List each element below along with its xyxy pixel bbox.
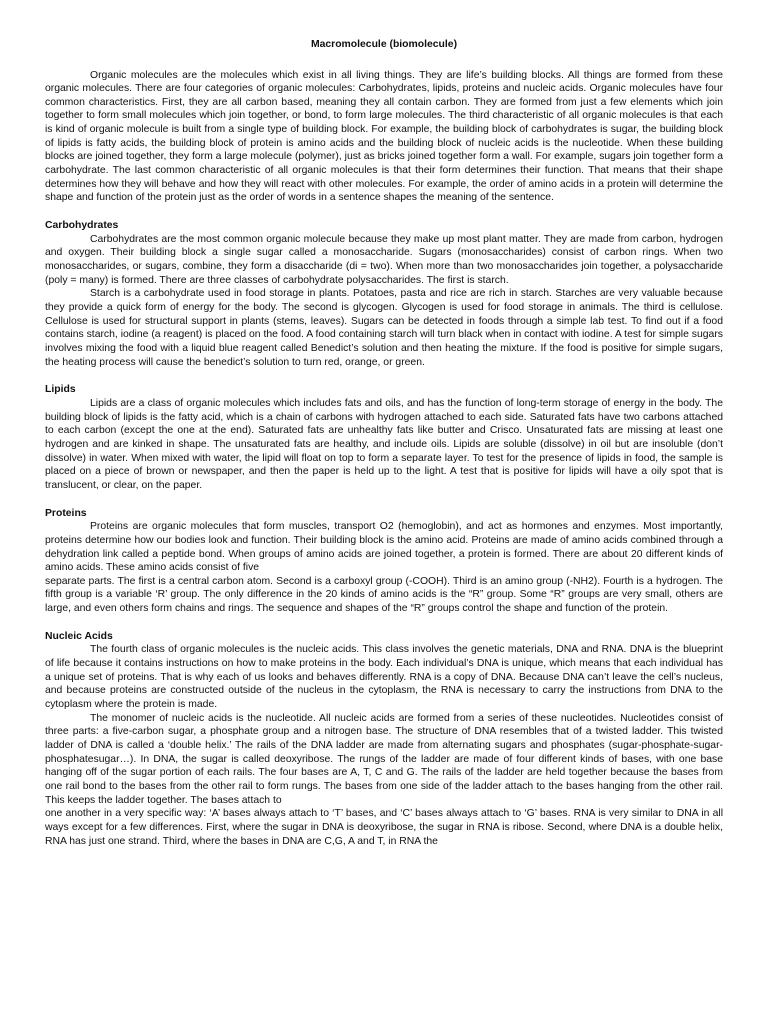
nucleic-acids-heading: Nucleic Acids (45, 630, 113, 642)
lipids-paragraph-1: Lipids are a class of organic molecules which includes fats and oils, and has the function of long-term storage of energy in the body. The building block of lipids is the fatty acid, which is a chain of carbons with hydrogen attached to each side. Saturated fats have two carbons attached to each carbon (except the one at the end). Saturated fats are unhealthy fats like butter and Crisco. Unsaturated fats are missing at least one hydrogen and are kinked in shape. The unsaturated fats are healthy, and include oils. Lipids are soluble (dissolve) in oil but are insoluble (don’t dissolve) in water. When mixed with water, the lipid will float on top to form a separate layer. To test for the presence of lipids in food, the sample is placed on a piece of brown or newspaper, and then the paper is held up to the light. A test that is positive for lipids will have a oily spot that is translucent, or clear, on the paper. (45, 397, 723, 491)
nucleic-acids-paragraph-2: The monomer of nucleic acids is the nucleotide. All nucleic acids are formed from a series of these nucleotides. Nucleotides consist of three parts: a five-carbon sugar, a phosphate group and a nitrogen base. The structure of DNA resembles that of a twisted ladder. This twisted ladder of DNA is called a ‘double helix.’ The rails of the DNA ladder are made from alternating sugars and phosphates (sugar-phosphate-sugar-phosphatesugar…). In DNA, the sugar is called deoxyribose. The rungs of the ladder are made of four different kinds of bases, with one base hanging off of the sugar portion of each rails. The four bases are A, T, C and G. The rails of the ladder are held together because the bases from one rail bond to the bases from the other rail to form rungs. The bases from one side of the ladder attach to the bases hanging from the other rail. This keeps the ladder together. The bases attach to (45, 712, 723, 806)
proteins-paragraph-2: separate parts. The first is a central carbon atom. Second is a carboxyl group (-COOH). Third is an amino group (-NH2). Fourth is a hydrogen. The fifth group is a variable ‘R’ group. The only difference in the 20 kinds of amino acids is the “R” group. Some “R” groups are very small, others are large, and even others form chains and rings. The sequence and shapes of the “R” groups control the shape and function of the protein. (45, 575, 723, 615)
carbohydrates-paragraph-2: Starch is a carbohydrate used in food storage in plants. Potatoes, pasta and rice are rich in starch. Starches are very valuable because they provide a quick form of energy for the body. The second is glycogen. Glycogen is used for food storage in animals. The third is cellulose. Cellulose is used for structural support in plants (stems, leaves). Sugars can be detected in foods through a simple lab test. To find out if a food contains starch, iodine (a reagent) is placed on the food. A food containing starch will turn black when in contact with iodine. A test for simple sugars involves mixing the food with a liquid blue reagent called Benedict’s solution and then heating the mixture. If the food is positive for simple sugars, the heating process will cause the benedict’s solution to turn red, orange, or green. (45, 288, 723, 368)
proteins-heading: Proteins (45, 507, 87, 519)
carbohydrates-heading: Carbohydrates (45, 220, 119, 232)
carbohydrates-paragraph-1: Carbohydrates are the most common organic molecule because they make up most plant matter. They are made from carbon, hydrogen and oxygen. Their building block a single sugar called a monosaccharide. Sugars (monosaccharides) consist of carbon rings. When two monosaccharides, or sugars, combine, they form a disaccharide (di = two). When more than two monosaccharides join together, a polysaccharide (poly = many) is formed. There are three classes of carbohydrate polysaccharides. The first is starch. (45, 233, 723, 286)
document-title: Macromolecule (biomolecule) (310, 39, 458, 50)
intro-paragraph: Organic molecules are the molecules which exist in all living things. They are life’s building blocks. All things are formed from these organic molecules. There are four categories of organic molecules: Carbohydrates, lipids, proteins and nucleic acids. Organic molecules have four common characteristics. First, they are all carbon based, meaning they all contain carbon. They are formed from just a few elements which join together to form small molecules which join together, or bond, to form large molecules. The third characteristic of all organic molecules is that each is kind of organic molecule is built from a single type of building block. For example, the building block of carbohydrates is sugar, the building block of lipids is fatty acids, the building block of protein is amino acids and the building block of nucleic acids is the nucleotide. When these building blocks are joined together, they form a large molecule (polymer), just as bricks joined together form a wall. For example, sugars join together form a carbohydrate. The last common characteristic of all organic molecules is that their form determines their function. That means that their shape determines how they will behave and how they will react with other molecules. For example, the order of amino acids in a protein will determine the shape and function of the protein just as the order of words in a sentence shapes the meaning of the sentence. (45, 69, 723, 204)
nucleic-acids-paragraph-1: The fourth class of organic molecules is the nucleic acids. This class involves the genetic materials, DNA and RNA. DNA is the blueprint of life because it contains instructions on how to make proteins in the body. Each individual’s DNA is unique, which means that each individual has a unique set of proteins. That is why each of us looks and behaves differently. RNA is a copy of DNA. Because DNA can’t leave the cell’s nucleus, and because proteins are constructed outside of the nucleus in the cytoplasm, the RNA is necessary to carry the instructions from DNA to the cytoplasm where the protein is made. (45, 644, 723, 711)
nucleic-acids-paragraph-3: one another in a very specific way: ‘A’ bases always attach to ‘T’ bases, and ‘C’ bases always attach to ‘G’ bases. RNA is very similar to DNA in all ways except for a few differences. First, where the sugar in DNA is deoxyribose, the sugar in RNA is ribose. Second, where DNA is a double helix, RNA has just one strand. Third, where the bases in DNA are C,G, A and T, in RNA the (45, 808, 723, 847)
proteins-paragraph-1: Proteins are organic molecules that form muscles, transport O2 (hemoglobin), and act as hormones and enzymes. Most importantly, proteins determine how our bodies look and function. Their building block is the amino acid. Proteins are made of amino acids combined through a dehydration link called a peptide bond. When groups of amino acids are joined together, a protein is formed. There are about 20 different kinds of amino acids. These amino acids consist of five (45, 521, 723, 574)
lipids-heading: Lipids (45, 384, 76, 396)
